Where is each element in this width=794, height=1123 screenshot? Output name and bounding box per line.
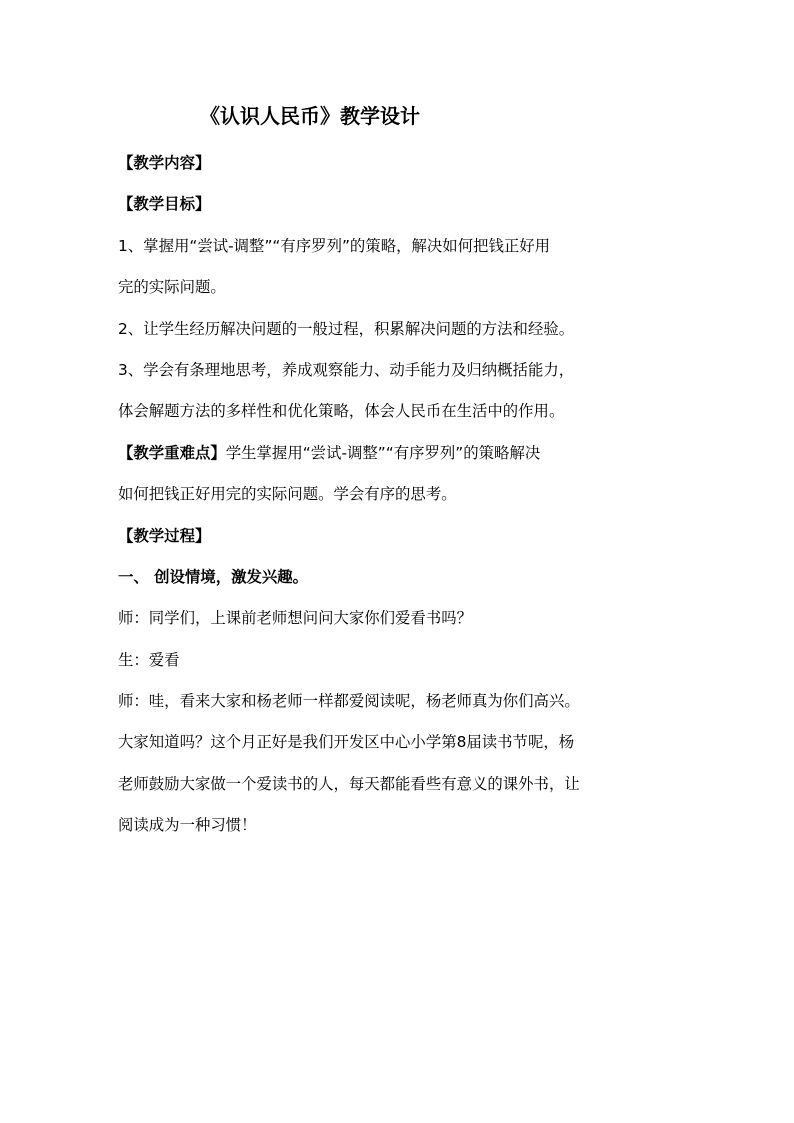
section-heading-content: 【教学内容】 [118,154,211,172]
dialogue-line-5: 老师鼓励大家做一个爱读书的人，每天都能看些有意义的课外书，让 [118,774,580,793]
objective-3-line-1: 3、学会有条理地思考，养成观察能力、动手能力及归纳概括能力， [118,360,575,379]
objective-1-line-2: 完的实际问题。 [118,278,226,297]
key-difficulty-label: 【教学重难点】 [118,443,226,462]
document-title: 《认识人民币》教学设计 [200,104,420,128]
dialogue-line-2: 生：爱看 [118,650,180,669]
key-difficulty-text: 学生掌握用“尝试-调整”“有序罗列”的策略解决 [225,443,541,462]
dialogue-line-1: 师：同学们，上课前老师想问问大家你们爱看书吗？ [118,609,472,628]
objective-3-line-2: 体会解题方法的多样性和优化策略，体会人民币在生活中的作用。 [118,402,565,421]
section-heading-process: 【教学过程】 [118,526,211,545]
dialogue-line-4: 大家知道吗？这个月正好是我们开发区中心小学第8届读书节呢，杨 [118,733,575,752]
document-body [118,143,678,847]
objective-2: 2、让学生经历解决问题的一般过程，积累解决问题的方法和经验。 [118,319,575,338]
process-step-1-heading: 一、 创设情境，激发兴趣。 [118,567,309,586]
objective-1-line-1: 1、掌握用“尝试-调整”“有序罗列”的策略，解决如何把钱正好用 [118,236,551,255]
dialogue-line-6: 阅读成为一种习惯！ [118,816,257,835]
section-heading-objectives: 【教学目标】 [118,195,211,214]
dialogue-line-3: 师：哇，看来大家和杨老师一样都爱阅读呢，杨老师真为你们高兴。 [118,692,580,711]
key-difficulty-line-2: 如何把钱正好用完的实际问题。学会有序的思考。 [118,485,457,504]
key-difficulty-line-1 [118,433,678,474]
